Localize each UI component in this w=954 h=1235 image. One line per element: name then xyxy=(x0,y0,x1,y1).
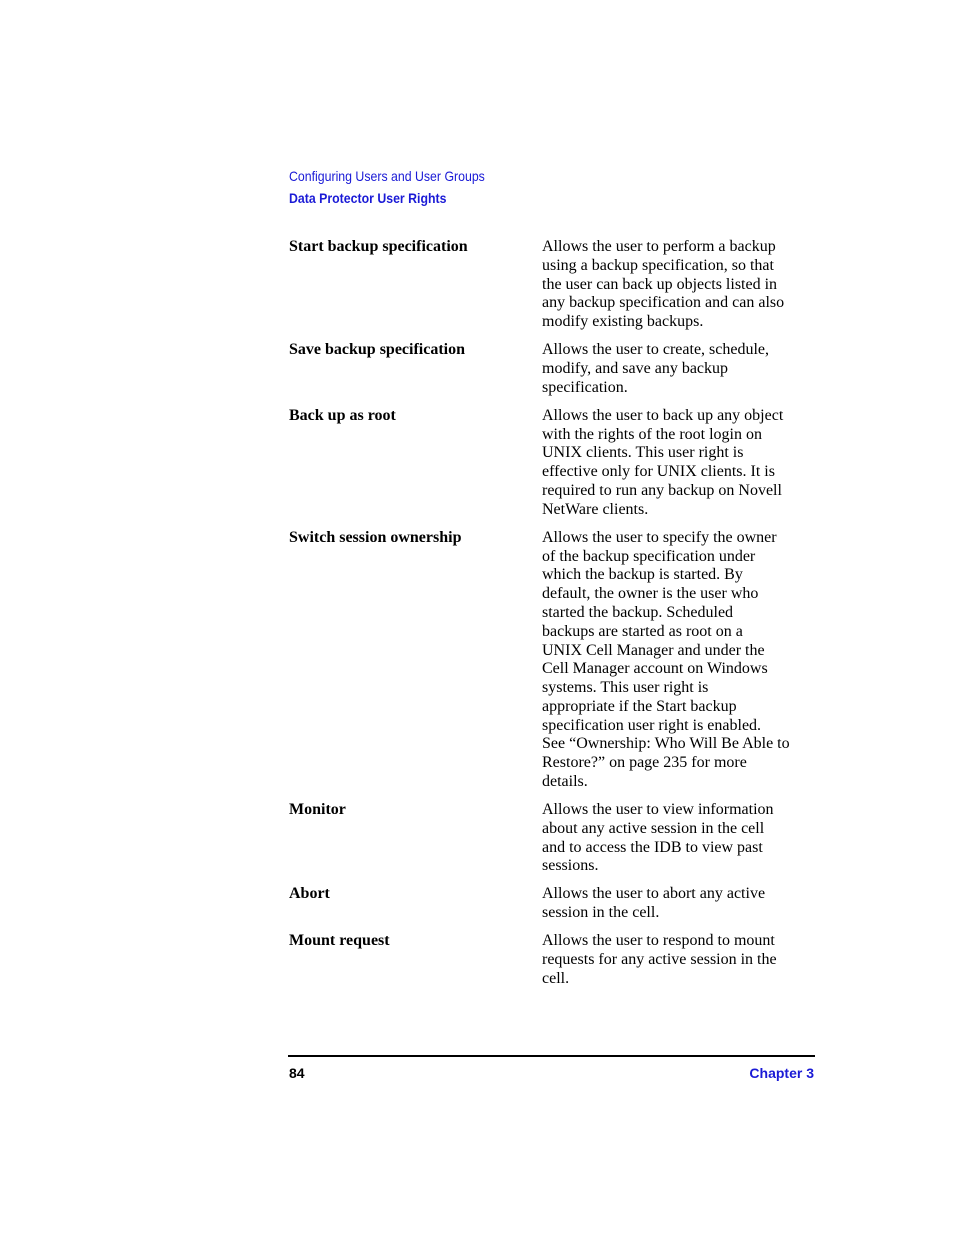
breadcrumb-section-title[interactable]: Data Protector User Rights xyxy=(289,190,447,206)
footer-divider xyxy=(288,1055,815,1057)
user-right-term: Mount request xyxy=(289,932,390,950)
page-footer xyxy=(289,1063,814,1083)
user-right-description: Allows the user to perform a backup using a backup specification, so that the user can back up objects listed in any backup specification and can also modify existing backups. xyxy=(542,238,785,331)
user-right-description: Allows the user to specify the owner of the backup specification under which the backup is started. By default, the owner is the user who started the backup. Scheduled backups are started as root on a UNIX Cell Manager and under the Cell Manager account on Windows systems. This user right is appropriate if the Start backup specification user right is enabled. See “Ownership: Who Will Be Able to Restore?” on page 235 for more details. xyxy=(542,528,790,791)
user-right-term: Switch session ownership xyxy=(289,528,462,546)
user-rights-list xyxy=(289,238,819,998)
user-right-term: Save backup specification xyxy=(289,341,466,359)
chapter-link[interactable]: Chapter 3 xyxy=(749,1065,814,1081)
user-right-row xyxy=(289,801,819,876)
user-right-description: Allows the user to back up any object with the rights of the root login on UNIX clients. This user right is effective only for UNIX clients. It is required to run any backup on Novell NetWare clients. xyxy=(542,406,784,518)
user-right-row xyxy=(289,341,819,397)
user-right-row xyxy=(289,529,819,792)
page-number: 84 xyxy=(289,1065,305,1081)
user-right-row xyxy=(289,885,819,923)
user-right-row xyxy=(289,932,819,988)
user-right-term: Back up as root xyxy=(289,406,396,424)
user-right-description: Allows the user to abort any active session in the cell. xyxy=(542,885,766,922)
user-right-description: Allows the user to create, schedule, modify, and save any backup specification. xyxy=(542,341,770,396)
breadcrumb-chapter-title[interactable]: Configuring Users and User Groups xyxy=(289,168,485,184)
user-right-description: Allows the user to view information about any active session in the cell and to access the IDB to view past sessions. xyxy=(542,801,774,875)
user-right-term: Abort xyxy=(289,885,330,903)
user-right-row xyxy=(289,238,819,332)
user-right-term: Monitor xyxy=(289,801,346,819)
running-header xyxy=(289,165,512,209)
user-right-row xyxy=(289,407,819,520)
user-right-description: Allows the user to respond to mount requests for any active session in the cell. xyxy=(542,932,777,987)
user-right-term: Start backup specification xyxy=(289,238,468,255)
